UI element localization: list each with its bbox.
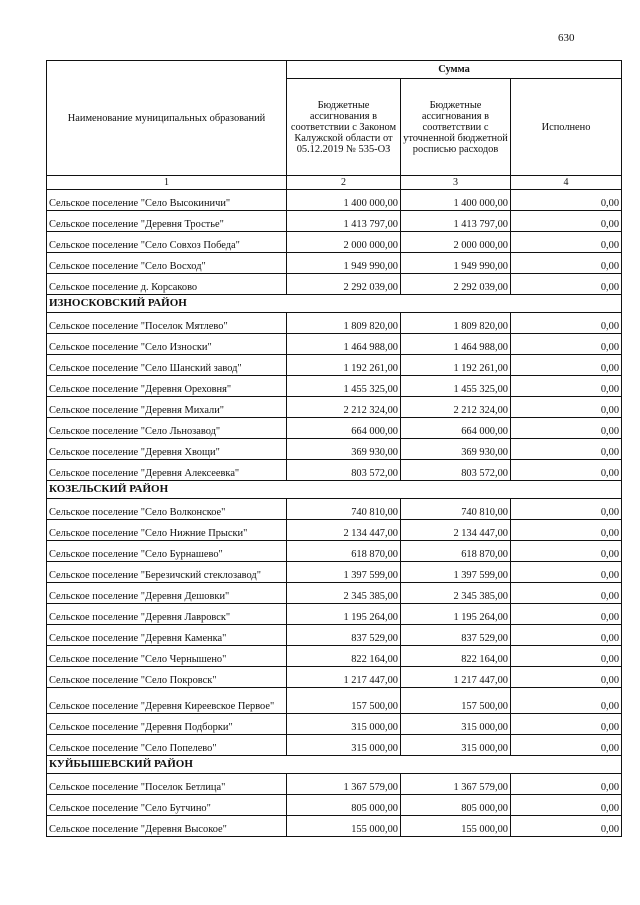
refined-amount: 1 397 599,00 xyxy=(401,562,511,583)
table-row xyxy=(47,541,622,562)
refined-amount: 1 809 820,00 xyxy=(401,313,511,334)
executed-amount: 0,00 xyxy=(511,520,622,541)
law-amount: 805 000,00 xyxy=(287,795,401,816)
law-amount: 1 413 797,00 xyxy=(287,211,401,232)
executed-amount: 0,00 xyxy=(511,646,622,667)
executed-amount: 0,00 xyxy=(511,211,622,232)
law-amount: 803 572,00 xyxy=(287,460,401,481)
law-amount: 618 870,00 xyxy=(287,541,401,562)
law-amount: 822 164,00 xyxy=(287,646,401,667)
executed-amount: 0,00 xyxy=(511,274,622,295)
table-row xyxy=(47,688,622,714)
executed-amount: 0,00 xyxy=(511,418,622,439)
executed-amount: 0,00 xyxy=(511,439,622,460)
table-row xyxy=(47,190,622,211)
executed-amount: 0,00 xyxy=(511,355,622,376)
municipality-name: Сельское поселение "Село Волконское" xyxy=(47,499,287,520)
refined-amount: 805 000,00 xyxy=(401,795,511,816)
executed-amount: 0,00 xyxy=(511,714,622,735)
executed-amount: 0,00 xyxy=(511,688,622,714)
refined-amount: 740 810,00 xyxy=(401,499,511,520)
table-row xyxy=(47,334,622,355)
law-amount: 1 809 820,00 xyxy=(287,313,401,334)
municipality-name: Сельское поселение "Деревня Высокое" xyxy=(47,816,287,837)
municipality-name: Сельское поселение "Поселок Мятлево" xyxy=(47,313,287,334)
law-amount: 1 195 264,00 xyxy=(287,604,401,625)
table-row xyxy=(47,355,622,376)
law-amount: 1 455 325,00 xyxy=(287,376,401,397)
header-sum-group: Сумма xyxy=(287,61,622,79)
header-num-1: 1 xyxy=(47,176,287,190)
refined-amount: 2 292 039,00 xyxy=(401,274,511,295)
page-number: 630 xyxy=(558,32,575,44)
executed-amount: 0,00 xyxy=(511,604,622,625)
law-amount: 2 292 039,00 xyxy=(287,274,401,295)
refined-amount: 2 000 000,00 xyxy=(401,232,511,253)
municipality-name: Сельское поселение "Село Совхоз Победа" xyxy=(47,232,287,253)
law-amount: 1 217 447,00 xyxy=(287,667,401,688)
law-amount: 2 212 324,00 xyxy=(287,397,401,418)
municipality-name: Сельское поселение "Деревня Киреевское Первое" xyxy=(47,688,287,714)
municipality-name: Сельское поселение "Село Нижние Прыски" xyxy=(47,520,287,541)
municipality-name: Сельское поселение "Деревня Михали" xyxy=(47,397,287,418)
refined-amount: 315 000,00 xyxy=(401,714,511,735)
district-row xyxy=(47,295,622,313)
refined-amount: 1 464 988,00 xyxy=(401,334,511,355)
district-row xyxy=(47,481,622,499)
law-amount: 157 500,00 xyxy=(287,688,401,714)
table-row xyxy=(47,816,622,837)
executed-amount: 0,00 xyxy=(511,190,622,211)
law-amount: 2 345 385,00 xyxy=(287,583,401,604)
municipality-name: Сельское поселение "Березичский стеклозавод" xyxy=(47,562,287,583)
table-row xyxy=(47,562,622,583)
law-amount: 1 192 261,00 xyxy=(287,355,401,376)
table-row xyxy=(47,274,622,295)
table-row xyxy=(47,604,622,625)
law-amount: 1 400 000,00 xyxy=(287,190,401,211)
municipality-name: Сельское поселение "Деревня Дешовки" xyxy=(47,583,287,604)
refined-amount: 664 000,00 xyxy=(401,418,511,439)
municipality-name: Сельское поселение "Село Чернышено" xyxy=(47,646,287,667)
refined-amount: 1 413 797,00 xyxy=(401,211,511,232)
municipality-name: Сельское поселение "Деревня Ореховня" xyxy=(47,376,287,397)
table-row xyxy=(47,313,622,334)
refined-amount: 2 134 447,00 xyxy=(401,520,511,541)
municipality-name: Сельское поселение "Село Покровск" xyxy=(47,667,287,688)
law-amount: 2 134 447,00 xyxy=(287,520,401,541)
header-num-3: 3 xyxy=(401,176,511,190)
municipality-name: Сельское поселение "Село Бутчино" xyxy=(47,795,287,816)
municipality-name: Сельское поселение "Деревня Алексеевка" xyxy=(47,460,287,481)
executed-amount: 0,00 xyxy=(511,774,622,795)
refined-amount: 1 455 325,00 xyxy=(401,376,511,397)
executed-amount: 0,00 xyxy=(511,667,622,688)
table-body xyxy=(47,190,622,837)
municipality-name: Сельское поселение д. Корсаково xyxy=(47,274,287,295)
law-amount: 369 930,00 xyxy=(287,439,401,460)
refined-amount: 1 192 261,00 xyxy=(401,355,511,376)
refined-amount: 315 000,00 xyxy=(401,735,511,756)
table-row xyxy=(47,667,622,688)
header-num-4: 4 xyxy=(511,176,622,190)
table-row xyxy=(47,211,622,232)
municipality-name: Сельское поселение "Село Попелево" xyxy=(47,735,287,756)
municipality-name: Сельское поселение "Село Восход" xyxy=(47,253,287,274)
executed-amount: 0,00 xyxy=(511,499,622,520)
law-amount: 1 949 990,00 xyxy=(287,253,401,274)
executed-amount: 0,00 xyxy=(511,253,622,274)
law-amount: 837 529,00 xyxy=(287,625,401,646)
refined-amount: 369 930,00 xyxy=(401,439,511,460)
law-amount: 155 000,00 xyxy=(287,816,401,837)
executed-amount: 0,00 xyxy=(511,232,622,253)
municipality-name: Сельское поселение "Село Льнозавод" xyxy=(47,418,287,439)
table-row xyxy=(47,625,622,646)
municipality-name: Сельское поселение "Деревня Хвощи" xyxy=(47,439,287,460)
table-row xyxy=(47,439,622,460)
district-name: ИЗНОСКОВСКИЙ РАЙОН xyxy=(47,295,622,313)
municipality-name: Сельское поселение "Село Высокиничи" xyxy=(47,190,287,211)
table-row xyxy=(47,735,622,756)
district-name: КУЙБЫШЕВСКИЙ РАЙОН xyxy=(47,756,622,774)
executed-amount: 0,00 xyxy=(511,562,622,583)
municipality-name: Сельское поселение "Деревня Лавровск" xyxy=(47,604,287,625)
municipality-name: Сельское поселение "Деревня Подборки" xyxy=(47,714,287,735)
refined-amount: 618 870,00 xyxy=(401,541,511,562)
law-amount: 2 000 000,00 xyxy=(287,232,401,253)
executed-amount: 0,00 xyxy=(511,583,622,604)
refined-amount: 2 212 324,00 xyxy=(401,397,511,418)
district-name: КОЗЕЛЬСКИЙ РАЙОН xyxy=(47,481,622,499)
budget-table xyxy=(46,60,622,837)
executed-amount: 0,00 xyxy=(511,816,622,837)
header-executed: Исполнено xyxy=(511,79,622,176)
refined-amount: 2 345 385,00 xyxy=(401,583,511,604)
table-header xyxy=(47,61,622,190)
municipality-name: Сельское поселение "Село Износки" xyxy=(47,334,287,355)
table-row xyxy=(47,795,622,816)
law-amount: 315 000,00 xyxy=(287,714,401,735)
executed-amount: 0,00 xyxy=(511,397,622,418)
executed-amount: 0,00 xyxy=(511,376,622,397)
refined-amount: 822 164,00 xyxy=(401,646,511,667)
law-amount: 740 810,00 xyxy=(287,499,401,520)
table-row xyxy=(47,520,622,541)
municipality-name: Сельское поселение "Деревня Тростье" xyxy=(47,211,287,232)
executed-amount: 0,00 xyxy=(511,460,622,481)
municipality-name: Сельское поселение "Поселок Бетлица" xyxy=(47,774,287,795)
header-num-2: 2 xyxy=(287,176,401,190)
refined-amount: 1 195 264,00 xyxy=(401,604,511,625)
law-amount: 1 367 579,00 xyxy=(287,774,401,795)
law-amount: 1 397 599,00 xyxy=(287,562,401,583)
municipality-name: Сельское поселение "Деревня Каменка" xyxy=(47,625,287,646)
refined-amount: 1 949 990,00 xyxy=(401,253,511,274)
table-row xyxy=(47,232,622,253)
executed-amount: 0,00 xyxy=(511,334,622,355)
table-row xyxy=(47,418,622,439)
refined-amount: 1 400 000,00 xyxy=(401,190,511,211)
table-row xyxy=(47,499,622,520)
law-amount: 315 000,00 xyxy=(287,735,401,756)
refined-amount: 1 217 447,00 xyxy=(401,667,511,688)
table-row xyxy=(47,774,622,795)
executed-amount: 0,00 xyxy=(511,735,622,756)
table-row xyxy=(47,583,622,604)
table-row xyxy=(47,460,622,481)
refined-amount: 1 367 579,00 xyxy=(401,774,511,795)
municipality-name: Сельское поселение "Село Бурнашево" xyxy=(47,541,287,562)
executed-amount: 0,00 xyxy=(511,795,622,816)
table-row xyxy=(47,714,622,735)
refined-amount: 157 500,00 xyxy=(401,688,511,714)
refined-amount: 803 572,00 xyxy=(401,460,511,481)
executed-amount: 0,00 xyxy=(511,313,622,334)
district-row xyxy=(47,756,622,774)
table-row xyxy=(47,376,622,397)
refined-amount: 837 529,00 xyxy=(401,625,511,646)
table-row xyxy=(47,646,622,667)
municipality-name: Сельское поселение "Село Шанский завод" xyxy=(47,355,287,376)
executed-amount: 0,00 xyxy=(511,625,622,646)
header-refined-allocations: Бюджетные ассигнования в соответствии с уточненной бюджетной росписью расходов xyxy=(401,79,511,176)
header-municipality: Наименование муниципальных образований xyxy=(47,61,287,176)
table-row xyxy=(47,253,622,274)
executed-amount: 0,00 xyxy=(511,541,622,562)
table-row xyxy=(47,397,622,418)
refined-amount: 155 000,00 xyxy=(401,816,511,837)
law-amount: 1 464 988,00 xyxy=(287,334,401,355)
law-amount: 664 000,00 xyxy=(287,418,401,439)
header-law-allocations: Бюджетные ассигнования в соответствии с Законом Калужской области от 05.12.2019 № 535-ОЗ xyxy=(287,79,401,176)
